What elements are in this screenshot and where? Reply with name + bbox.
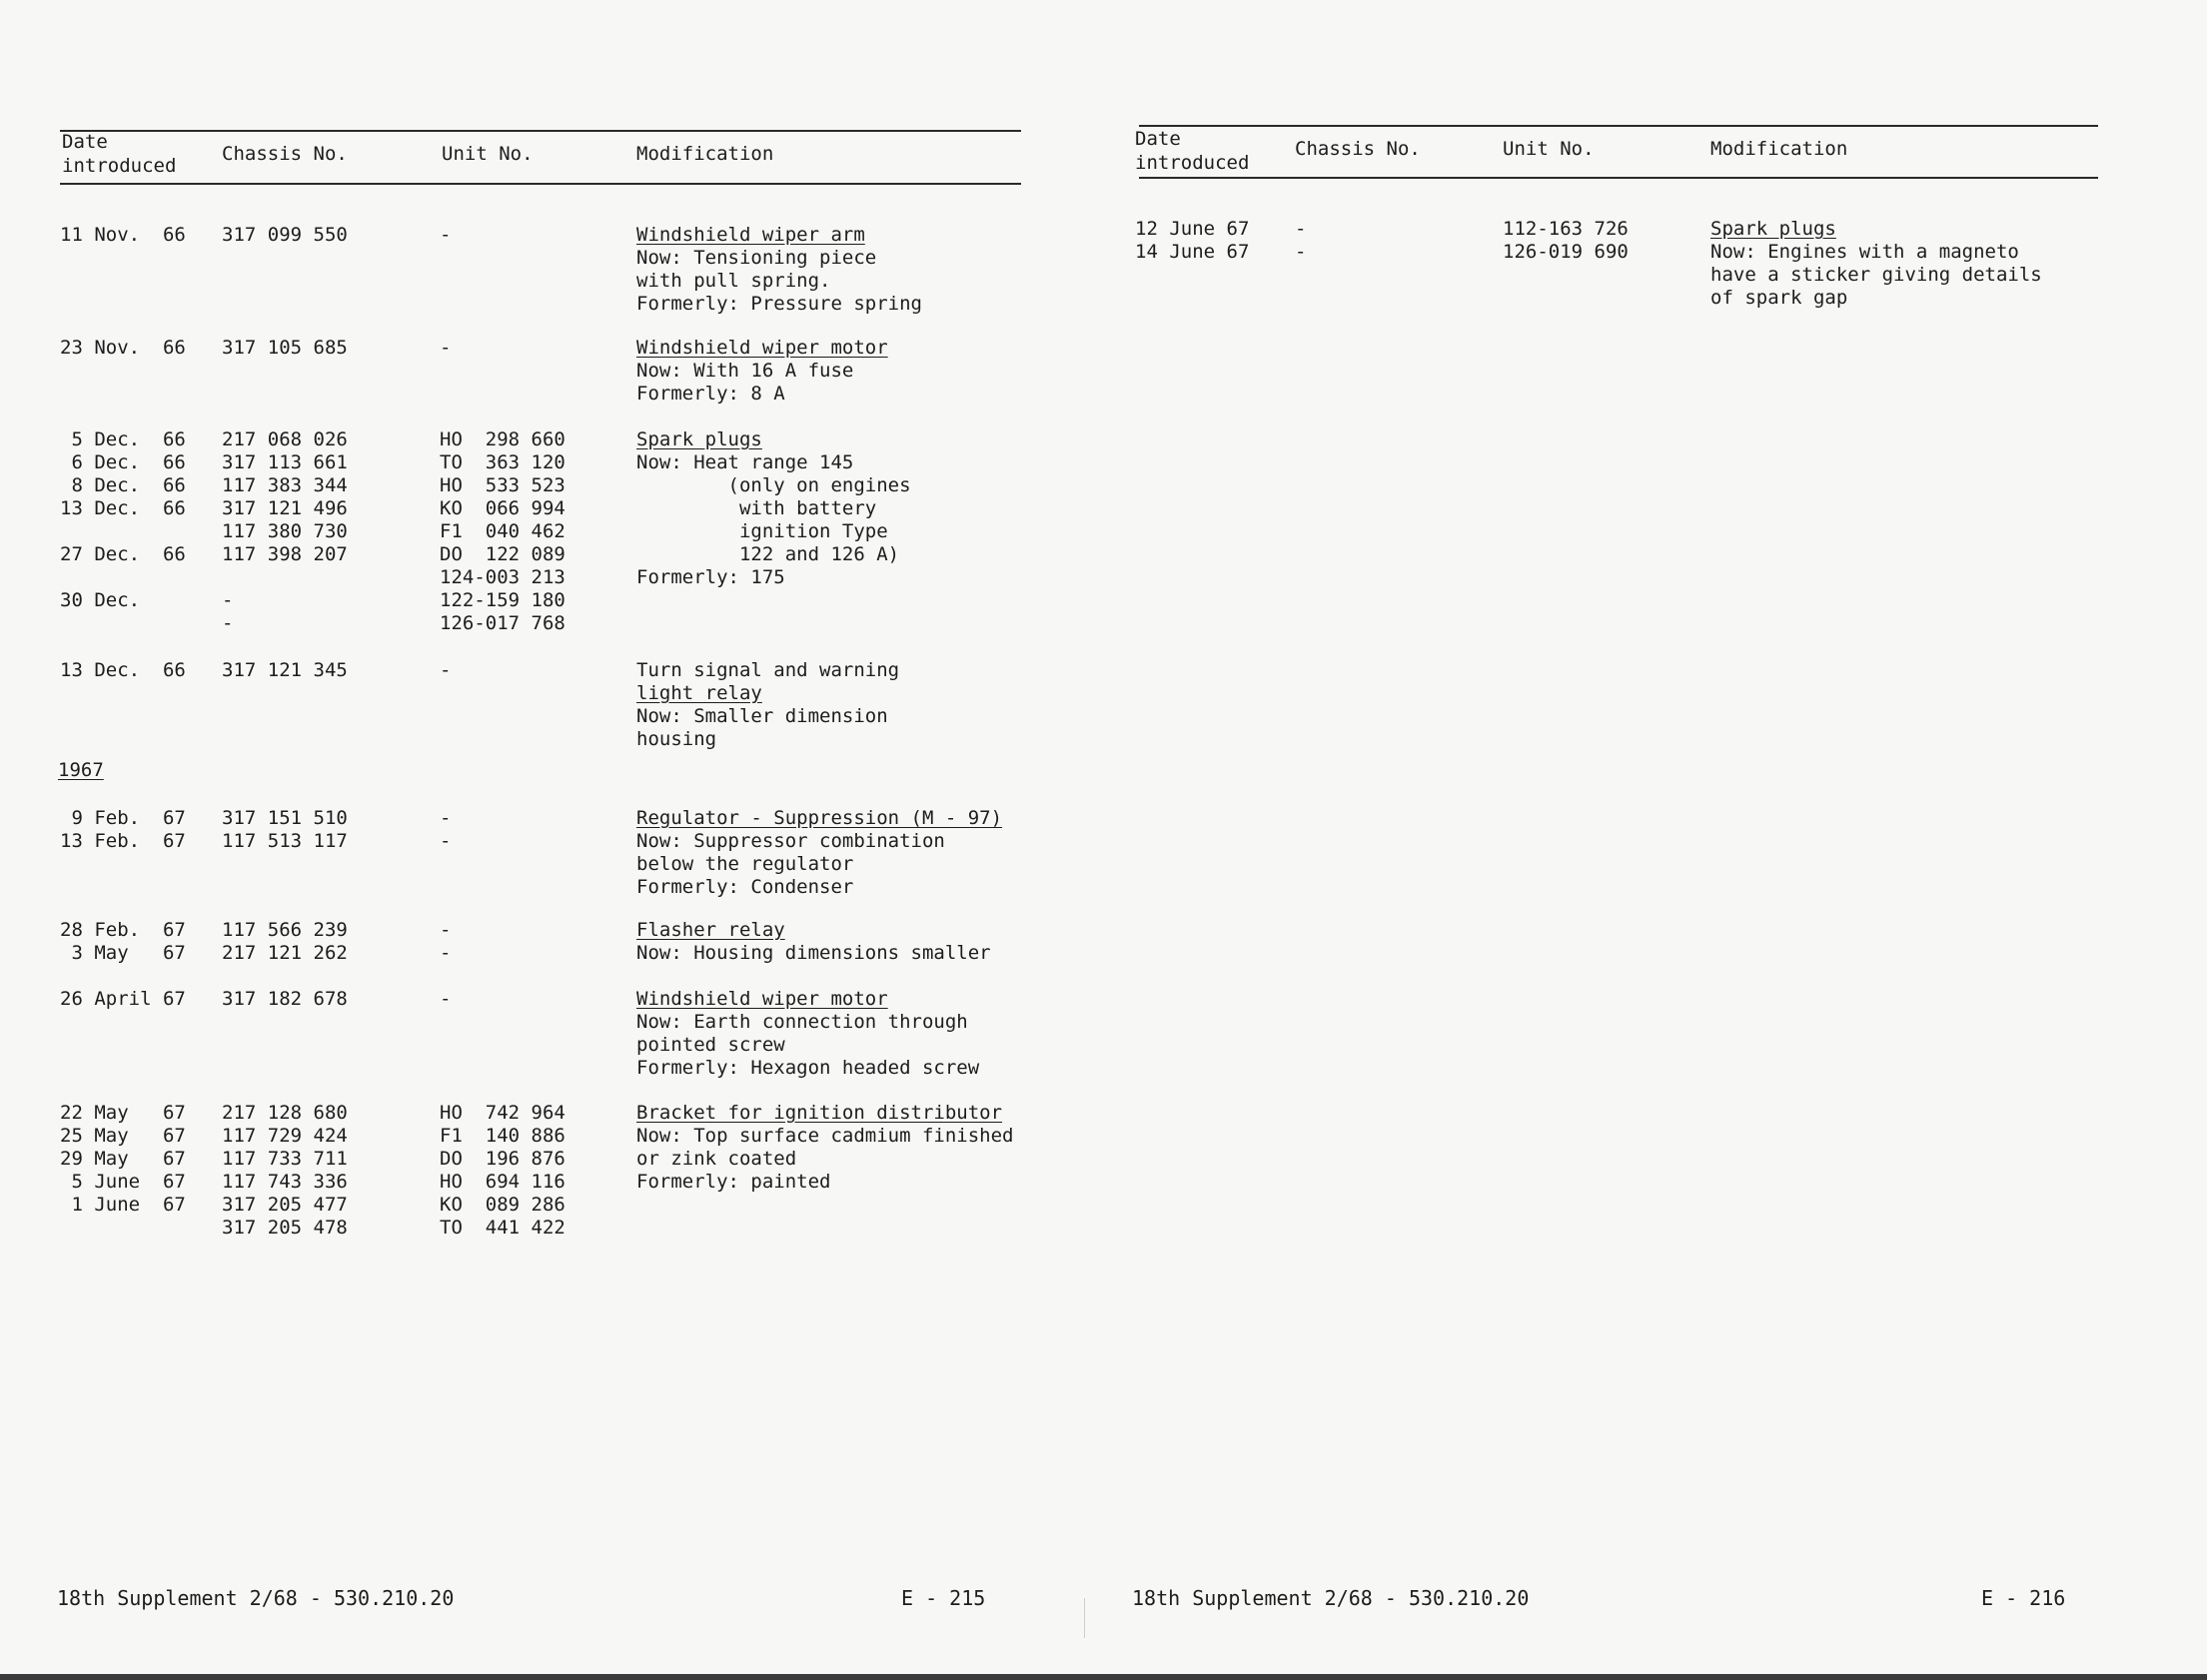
unit-cell: - xyxy=(440,337,452,359)
modification-text: Now: Heat range 145 xyxy=(636,451,854,473)
modification-text: (only on engines xyxy=(636,474,911,496)
date-cell: 13 Dec. 66 xyxy=(60,659,186,681)
unit-cell: - xyxy=(440,988,452,1010)
date-cell: 6 Dec. 66 xyxy=(60,451,186,473)
modification-title: Windshield wiper motor xyxy=(636,337,888,359)
modification-text: pointed screw xyxy=(636,1034,785,1056)
chassis-cell: - xyxy=(222,612,234,634)
modification-title: Turn signal and warning xyxy=(636,659,900,681)
year-heading: 1967 xyxy=(58,759,104,781)
date-cell: 23 Nov. 66 xyxy=(60,337,186,359)
unit-cell: 124-003 213 xyxy=(440,566,565,588)
unit-cell: HO 533 523 xyxy=(440,474,565,496)
modification-text: below the regulator xyxy=(636,853,854,875)
chassis-cell: 317 121 496 xyxy=(222,497,348,519)
page-number: E - 216 xyxy=(1981,1586,2066,1610)
modification-text: have a sticker giving details xyxy=(1710,264,2042,286)
page-number: E - 215 xyxy=(901,1586,986,1610)
chassis-cell: - xyxy=(1295,218,1307,240)
modification-text: Formerly: 8 A xyxy=(636,383,785,405)
unit-cell: - xyxy=(440,659,452,681)
modification-title: Flasher relay xyxy=(636,919,785,941)
date-cell: 26 April 67 xyxy=(60,988,186,1010)
unit-cell: KO 066 994 xyxy=(440,497,565,519)
modification-text: Now: Earth connection through xyxy=(636,1011,968,1033)
scan-bottom-edge xyxy=(0,1674,2207,1680)
date-cell: 9 Feb. 67 xyxy=(60,807,186,829)
date-cell: 12 June 67 xyxy=(1135,218,1250,240)
unit-cell: F1 140 886 xyxy=(440,1125,565,1147)
chassis-cell: - xyxy=(1295,241,1307,263)
footer-supplement: 18th Supplement 2/68 - 530.210.20 xyxy=(1132,1586,1530,1610)
unit-cell: - xyxy=(440,919,452,941)
modification-text: Now: With 16 A fuse xyxy=(636,360,854,382)
chassis-cell: 117 383 344 xyxy=(222,474,348,496)
header-bottom-rule xyxy=(60,183,1021,185)
modification-text: Formerly: Pressure spring xyxy=(636,293,922,315)
date-cell: 25 May 67 xyxy=(60,1125,186,1147)
chassis-cell: 117 733 711 xyxy=(222,1148,348,1170)
chassis-cell: 117 729 424 xyxy=(222,1125,348,1147)
date-cell: 8 Dec. 66 xyxy=(60,474,186,496)
unit-cell: HO 298 660 xyxy=(440,428,565,450)
header-bottom-rule xyxy=(1139,177,2098,179)
modification-text: Formerly: 175 xyxy=(636,566,785,588)
chassis-cell: 217 121 262 xyxy=(222,942,348,964)
header-top-rule xyxy=(60,130,1021,132)
date-cell: 1 June 67 xyxy=(60,1194,186,1216)
chassis-cell: 317 205 478 xyxy=(222,1217,348,1239)
chassis-cell: 317 113 661 xyxy=(222,451,348,473)
date-cell: 28 Feb. 67 xyxy=(60,919,186,941)
modification-text: or zink coated xyxy=(636,1148,797,1170)
unit-cell: - xyxy=(440,224,452,246)
unit-cell: 112-163 726 xyxy=(1503,218,1629,240)
modification-text: with pull spring. xyxy=(636,270,831,292)
modification-text: Now: Engines with a magneto xyxy=(1710,241,2019,263)
unit-cell: TO 441 422 xyxy=(440,1217,565,1239)
chassis-cell: 317 105 685 xyxy=(222,337,348,359)
modification-title: Windshield wiper arm xyxy=(636,224,865,246)
unit-cell: DO 122 089 xyxy=(440,543,565,565)
unit-cell: 122-159 180 xyxy=(440,589,565,611)
chassis-cell: 217 128 680 xyxy=(222,1102,348,1124)
page-fold xyxy=(1084,1598,1085,1638)
date-cell: 11 Nov. 66 xyxy=(60,224,186,246)
modification-title: Windshield wiper motor xyxy=(636,988,888,1010)
modification-text: Formerly: Hexagon headed screw xyxy=(636,1057,980,1079)
col-header-date: Date introduced xyxy=(62,131,177,177)
modification-title: Spark plugs xyxy=(636,428,762,450)
modification-title: Spark plugs xyxy=(1710,218,1836,240)
chassis-cell: 117 566 239 xyxy=(222,919,348,941)
col-header-chassis: Chassis No. xyxy=(1295,138,1421,160)
modification-title: Regulator - Suppression (M - 97) xyxy=(636,807,1003,829)
date-cell: 3 May 67 xyxy=(60,942,186,964)
modification-title: light relay xyxy=(636,682,762,704)
unit-cell: KO 089 286 xyxy=(440,1194,565,1216)
chassis-cell: 317 121 345 xyxy=(222,659,348,681)
col-header-modification: Modification xyxy=(1710,138,1848,160)
chassis-cell: 317 099 550 xyxy=(222,224,348,246)
modification-text: with battery xyxy=(636,497,877,519)
unit-cell: - xyxy=(440,830,452,852)
unit-cell: HO 694 116 xyxy=(440,1171,565,1193)
col-header-chassis: Chassis No. xyxy=(222,143,348,165)
modification-text: Formerly: Condenser xyxy=(636,876,854,898)
date-cell: 5 June 67 xyxy=(60,1171,186,1193)
col-header-modification: Modification xyxy=(636,143,774,165)
date-cell: 30 Dec. xyxy=(60,589,141,611)
date-cell: 29 May 67 xyxy=(60,1148,186,1170)
modification-text: Formerly: painted xyxy=(636,1171,831,1193)
chassis-cell: 217 068 026 xyxy=(222,428,348,450)
unit-cell: - xyxy=(440,807,452,829)
date-cell: 13 Dec. 66 xyxy=(60,497,186,519)
modification-text: Now: Housing dimensions smaller xyxy=(636,942,991,964)
footer-supplement: 18th Supplement 2/68 - 530.210.20 xyxy=(57,1586,455,1610)
modification-text: Now: Tensioning piece xyxy=(636,247,877,269)
chassis-cell: 117 513 117 xyxy=(222,830,348,852)
modification-text: Now: Smaller dimension xyxy=(636,705,888,727)
chassis-cell: 117 398 207 xyxy=(222,543,348,565)
chassis-cell: 317 205 477 xyxy=(222,1194,348,1216)
modification-text: of spark gap xyxy=(1710,287,1848,309)
col-header-date: Date introduced xyxy=(1135,128,1250,174)
chassis-cell: - xyxy=(222,589,234,611)
chassis-cell: 317 151 510 xyxy=(222,807,348,829)
modification-text: ignition Type xyxy=(636,520,888,542)
unit-cell: F1 040 462 xyxy=(440,520,565,542)
unit-cell: - xyxy=(440,942,452,964)
modification-text: Now: Suppressor combination xyxy=(636,830,945,852)
chassis-cell: 317 182 678 xyxy=(222,988,348,1010)
unit-cell: TO 363 120 xyxy=(440,451,565,473)
modification-text: housing xyxy=(636,728,717,750)
modification-title: Bracket for ignition distributor xyxy=(636,1102,1003,1124)
unit-cell: HO 742 964 xyxy=(440,1102,565,1124)
modification-text: 122 and 126 A) xyxy=(636,543,900,565)
chassis-cell: 117 743 336 xyxy=(222,1171,348,1193)
col-header-unit: Unit No. xyxy=(442,143,534,165)
unit-cell: DO 196 876 xyxy=(440,1148,565,1170)
unit-cell: 126-017 768 xyxy=(440,612,565,634)
date-cell: 27 Dec. 66 xyxy=(60,543,186,565)
unit-cell: 126-019 690 xyxy=(1503,241,1629,263)
page-e-215 xyxy=(0,0,1089,1680)
header-top-rule xyxy=(1139,125,2098,127)
modification-text: Now: Top surface cadmium finished xyxy=(636,1125,1014,1147)
date-cell: 5 Dec. 66 xyxy=(60,428,186,450)
col-header-unit: Unit No. xyxy=(1503,138,1595,160)
page-e-216 xyxy=(1089,0,2207,1680)
chassis-cell: 117 380 730 xyxy=(222,520,348,542)
date-cell: 14 June 67 xyxy=(1135,241,1250,263)
date-cell: 22 May 67 xyxy=(60,1102,186,1124)
date-cell: 13 Feb. 67 xyxy=(60,830,186,852)
